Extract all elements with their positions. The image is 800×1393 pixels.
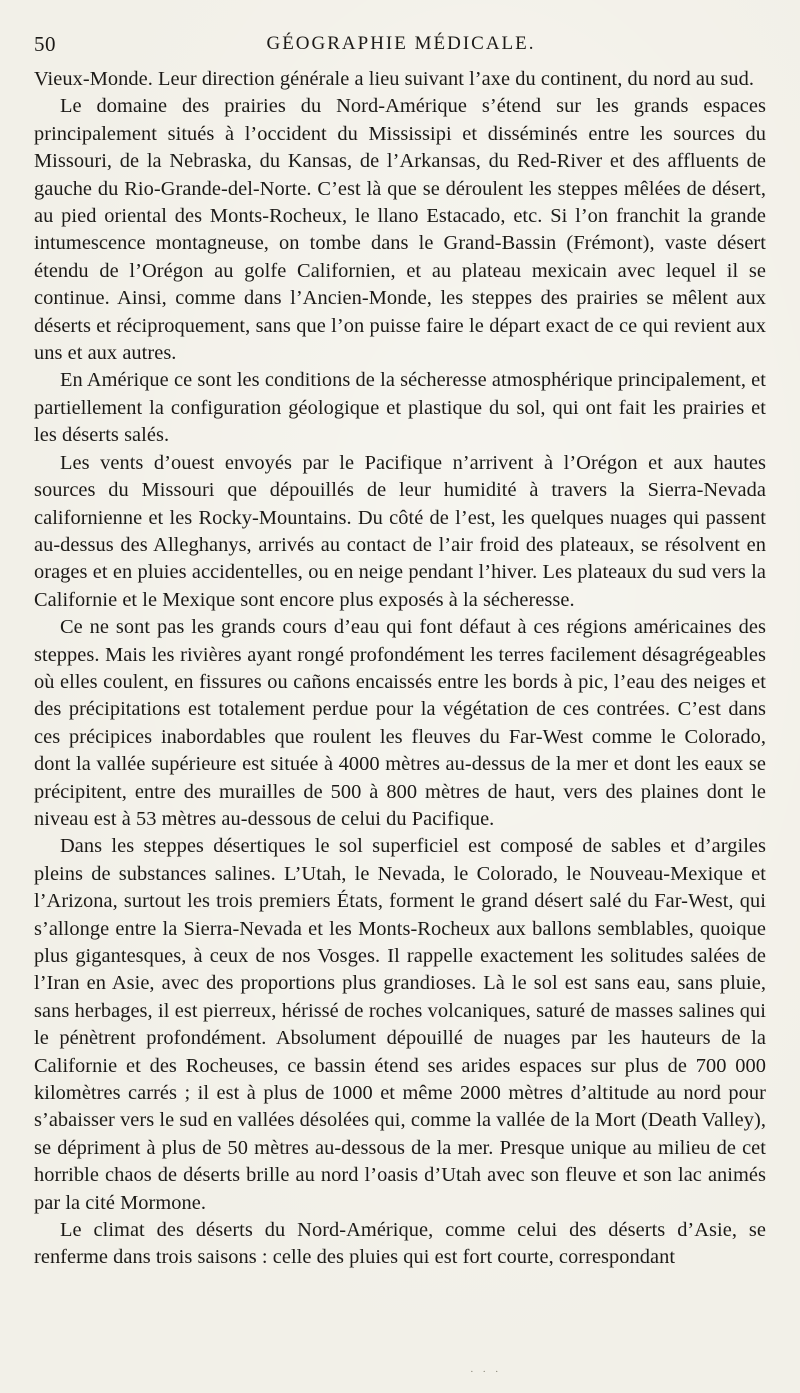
paragraph-prairies-domain: Le domaine des prairies du Nord-Amérique s’étend sur les grands espaces principalement situés à l’occident du Mississipi et disséminés entre les sources du Missouri, de la Nebraska, du Kansas, de l’Arkansas, du Red-River et des affluents de gauche du Rio-Grande-del-Norte. C’est là que se déroulent les steppes mêlées de désert, au pied oriental des Monts-Rocheux, le llano Estacado, etc. Si l’on franchit la grande intumescence montagneuse, on tombe dans le Grand-Bassin (Frémont), vaste désert étendu de l’Orégon au golfe Californien, et au plateau mexicain avec lequel il se continue. Ainsi, comme dans l’Ancien-Monde, les steppes des prairies se mêlent aux déserts et réciproquement, sans que l’on puisse faire le départ exact de ce qui revient aux uns et aux autres. <box>34 95 766 365</box>
paragraph-dryness-conditions: En Amérique ce sont les conditions de la sécheresse atmosphérique principalement, et partiellement la configuration géologique et plastique du sol, qui ont fait les prairies et les déserts salés. <box>34 369 766 447</box>
page-header <box>34 30 768 60</box>
paragraph-rivers-canyons: Ce ne sont pas les grands cours d’eau qui font défaut à ces régions américaines des steppes. Mais les rivières ayant rongé profondément les terres facilement désagrégeables où elles coulent, en fissures ou cañons encaissés entre les bords à pic, l’eau des neiges et des précipitations est totalement perdue pour la végétation de ces contrées. C’est dans ces précipices inabordables que roulent les fleuves du Far-West comme le Colorado, dont la vallée supérieure est située à 4000 mètres au-dessus de la mer et dont les eaux se précipitent, entre des murailles de 500 à 800 mètres de haut, vers des plaines dont le niveau est à 53 mètres au-dessous de celui du Pacifique. <box>34 616 766 830</box>
bleed-through-marks: · · · <box>470 1366 502 1378</box>
paragraph-pacific-winds: Les vents d’ouest envoyés par le Pacifique n’arrivent à l’Orégon et aux hautes sources du Missouri que dépouillés de leur humidité à travers la Sierra-Nevada californienne et les Rocky-Mountains. Du côté de l’est, les quelques nuages qui passent au-dessus des Alleghanys, arrivés au contact de l’air froid des plateaux, se résolvent en orages et en pluies accidentelles, ou en neige pendant l’hiver. Les plateaux du sud vers la Californie et le Mexique sont encore plus exposés à la sécheresse. <box>34 451 766 611</box>
page-number: 50 <box>34 32 56 56</box>
paragraph-climate-seasons: Le climat des déserts du Nord-Amérique, comme celui des déserts d’Asie, se renferme dans trois saisons : celle des pluies qui est fort courte, correspondant <box>34 1219 766 1269</box>
running-title: GÉOGRAPHIE MÉDICALE. <box>266 33 536 54</box>
body-text <box>34 66 766 1272</box>
paragraph-salt-desert: Dans les steppes désertiques le sol superficiel est composé de sables et d’argiles pleins de substances salines. L’Utah, le Nevada, le Colorado, le Nouveau-Mexique et l’Arizona, surtout les trois premiers États, forment le grand désert salé du Far-West, qui s’allonge entre la Sierra-Nevada et les Monts-Rocheux aux ballons semblables, quoique plus gigantesques, à ceux de nos Vosges. Il rappelle exactement les solitudes salées de l’Iran en Asie, avec des proportions plus grandioses. Là le sol est sans eau, sans pluie, sans herbages, il est pierreux, hérissé de roches volcaniques, saturé de masses salines qui le pénètrent profondément. Absolument dépouillé de nuages par les hauteurs de la Californie et des Rocheuses, ce bassin étend ses arides espaces sur plus de 700 000 kilomètres carrés ; il est à plus de 1000 et même 2000 mètres d’altitude au nord pour s’abaisser vers le sud en vallées désolées qui, comme la vallée de la Mort (Death Valley), se dépriment à plus de 50 mètres au-dessous de la mer. Presque unique au milieu de cet horrible chaos de déserts brille au nord l’oasis d’Utah avec son fleuve et son lac animés par la cité Mormone. <box>34 835 766 1214</box>
paragraph-continuation: Vieux-Monde. Leur direction générale a lieu suivant l’axe du continent, du nord au sud. <box>34 68 754 90</box>
